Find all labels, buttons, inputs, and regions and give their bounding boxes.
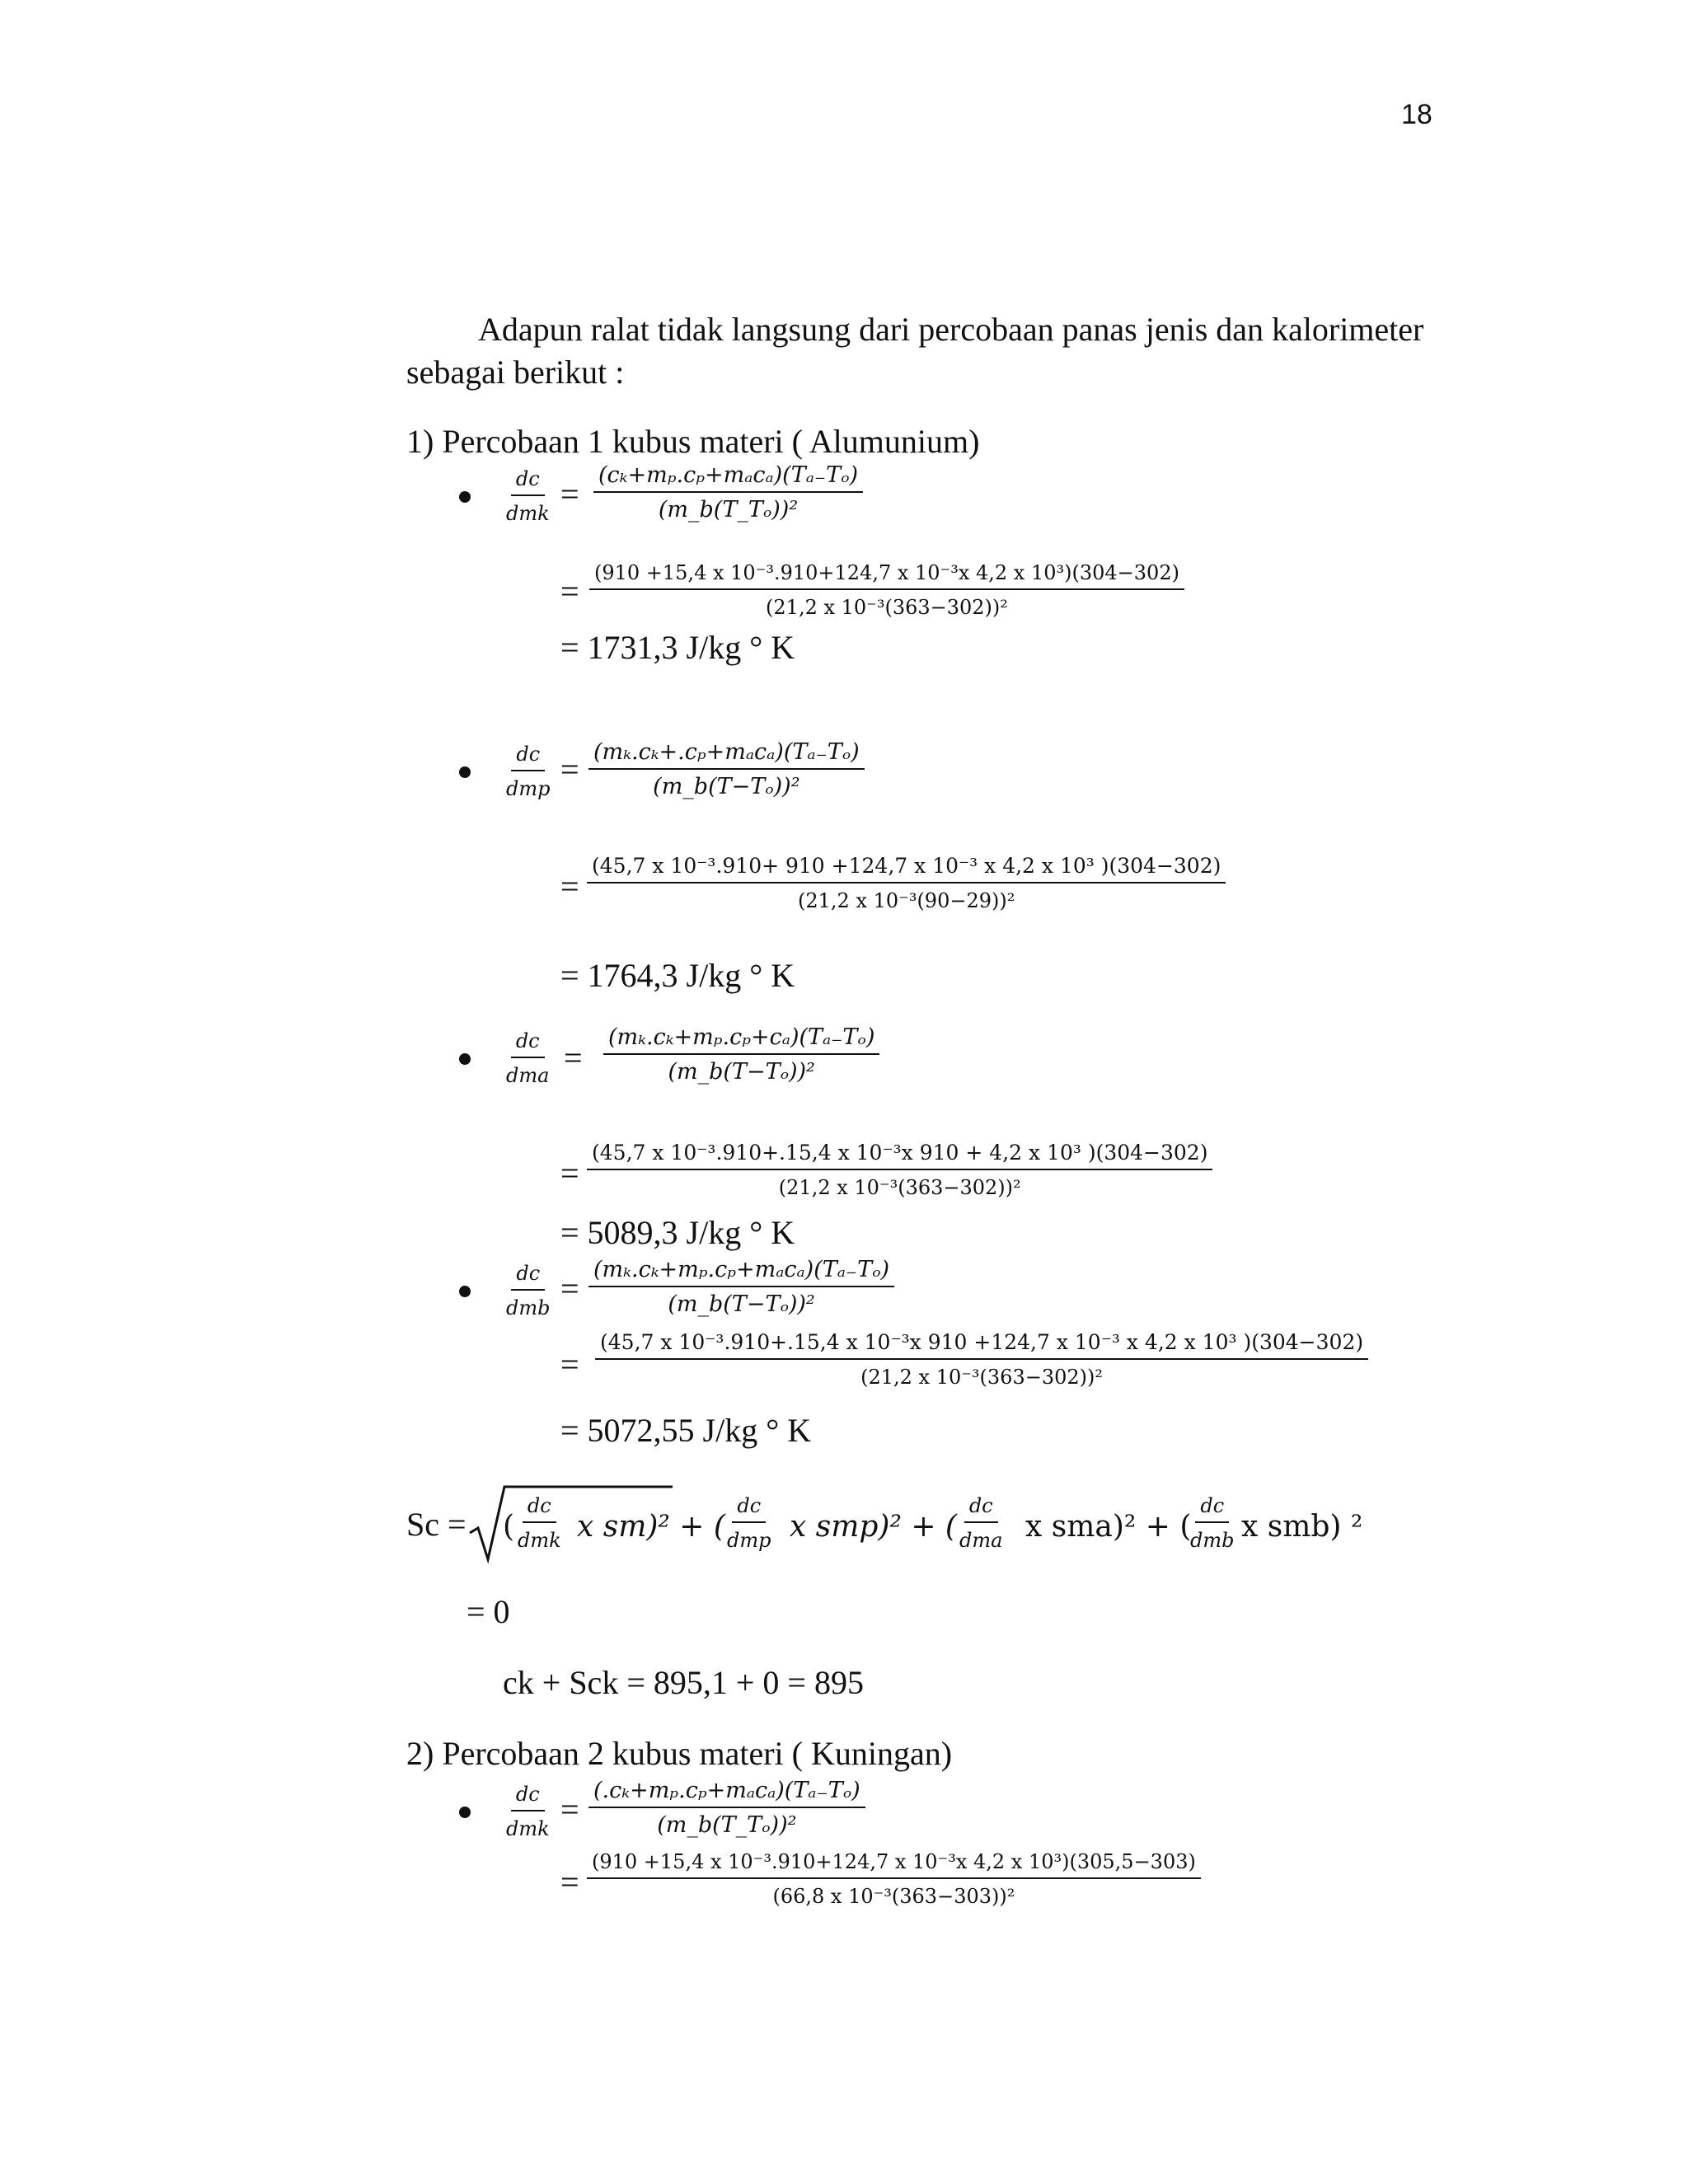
fraction-numerator: dc bbox=[1195, 1493, 1229, 1523]
fraction-numerator: dc bbox=[523, 1493, 556, 1523]
fraction-denominator: dmk bbox=[518, 1529, 561, 1552]
equals-sign: = bbox=[560, 1270, 579, 1307]
equals-sign: = bbox=[560, 1791, 579, 1828]
substitution-denominator: (21,2 x 10⁻³(363−302))² bbox=[860, 1366, 1103, 1389]
sc-term-smp: x smp)² + ( bbox=[790, 1510, 957, 1544]
bullet bbox=[459, 1053, 471, 1065]
fraction-denominator: dmp bbox=[506, 777, 551, 800]
bullet bbox=[459, 1807, 471, 1818]
equals-sign: = bbox=[564, 1039, 583, 1076]
formula-denominator: (m_b(T_Tₒ))² bbox=[657, 1812, 797, 1838]
formula-numerator: (mₖ.cₖ+.cₚ+mₐcₐ)(Tₐ₋Tₒ) bbox=[588, 740, 865, 770]
substitution-numerator: (45,7 x 10⁻³.910+ 910 +124,7 x 10⁻³ x 4,2 x 10³ )(304−302) bbox=[587, 854, 1226, 883]
substitution-denominator: (66,8 x 10⁻³(363−303))² bbox=[772, 1885, 1015, 1908]
formula-numerator: (.cₖ+mₚ.cₚ+mₐcₐ)(Tₐ₋Tₒ) bbox=[588, 1779, 865, 1808]
fraction-numerator: dc bbox=[511, 466, 545, 496]
formula-fraction-dmk bbox=[593, 463, 863, 523]
fraction-denominator: dma bbox=[506, 1064, 550, 1087]
sc-fraction-dmb bbox=[1185, 1493, 1239, 1553]
substitution-denominator: (21,2 x 10⁻³(363−302))² bbox=[778, 1176, 1021, 1199]
final-result: ck + Sck = 895,1 + 0 = 895 bbox=[503, 1664, 864, 1701]
fraction-denominator: dmp bbox=[727, 1529, 771, 1552]
sc-term-sma: x sma)² + ( bbox=[1025, 1510, 1192, 1544]
formula-numerator: (cₖ+mₚ.cₚ+mₐcₐ)(Tₐ₋Tₒ) bbox=[593, 463, 863, 493]
fraction-numerator: dc bbox=[964, 1493, 998, 1523]
sc-open-paren: ( bbox=[503, 1510, 515, 1544]
section-2-heading: 2) Percobaan 2 kubus materi ( Kuningan) bbox=[406, 1735, 953, 1772]
substitution-numerator: (910 +15,4 x 10⁻³.910+124,7 x 10⁻³x 4,2 x 10³)(304−302) bbox=[589, 560, 1184, 590]
result-dma: = 5089,3 J/kg ° K bbox=[560, 1214, 795, 1251]
lhs-fraction-dmb bbox=[501, 1261, 555, 1320]
formula-fraction-dmp bbox=[588, 740, 865, 799]
substitution-denominator: (21,2 x 10⁻³(90−29))² bbox=[798, 889, 1015, 912]
sc-result: = 0 bbox=[467, 1593, 510, 1630]
formula-numerator: (mₖ.cₖ+mₚ.cₚ+cₐ)(Tₐ₋Tₒ) bbox=[603, 1025, 879, 1055]
equals-sign: = bbox=[560, 868, 579, 905]
formula-denominator: (m_b(T_Tₒ))² bbox=[658, 497, 799, 523]
fraction-numerator: dc bbox=[511, 1261, 545, 1291]
lhs-fraction-dma bbox=[501, 1029, 554, 1088]
sc-label: Sc = bbox=[406, 1506, 467, 1543]
result-dmb: = 5072,55 J/kg ° K bbox=[560, 1412, 812, 1449]
section-1-heading: 1) Percobaan 1 kubus materi ( Alumunium) bbox=[406, 423, 980, 460]
fraction-numerator: dc bbox=[511, 1029, 545, 1058]
formula-fraction-dmb bbox=[588, 1258, 894, 1317]
lhs-fraction-dmk bbox=[501, 1782, 555, 1841]
result-dmp: = 1764,3 J/kg ° K bbox=[560, 957, 795, 994]
formula-fraction-dmk bbox=[588, 1779, 865, 1838]
sc-fraction-dmp bbox=[722, 1493, 776, 1553]
fraction-denominator: dmk bbox=[506, 1817, 550, 1840]
result-dmk: = 1731,3 J/kg ° K bbox=[560, 629, 795, 666]
formula-fraction-dma bbox=[603, 1025, 879, 1085]
formula-denominator: (m_b(T−Tₒ))² bbox=[668, 1059, 815, 1085]
substitution-fraction-dmp bbox=[587, 854, 1226, 913]
substitution-numerator: (45,7 x 10⁻³.910+.15,4 x 10⁻³x 910 + 4,2 x 10³ )(304−302) bbox=[587, 1141, 1212, 1170]
lhs-fraction-dmp bbox=[501, 742, 555, 801]
fraction-numerator: dc bbox=[511, 1782, 545, 1811]
substitution-fraction-dmk bbox=[587, 1849, 1201, 1909]
fraction-numerator: dc bbox=[511, 742, 545, 771]
equals-sign: = bbox=[560, 1155, 579, 1192]
fraction-denominator: dmk bbox=[506, 502, 550, 525]
sc-term-sm: x sm)² + ( bbox=[577, 1510, 725, 1544]
substitution-fraction-dma bbox=[587, 1141, 1212, 1200]
fraction-numerator: dc bbox=[732, 1493, 766, 1523]
sc-term-smb: x smb) ² bbox=[1241, 1510, 1363, 1544]
fraction-denominator: dma bbox=[959, 1529, 1003, 1552]
substitution-fraction-dmb bbox=[595, 1330, 1368, 1390]
lhs-fraction-dmk bbox=[501, 466, 555, 526]
equals-sign: = bbox=[560, 751, 579, 788]
fraction-denominator: dmb bbox=[506, 1296, 551, 1319]
formula-numerator: (mₖ.cₖ+mₚ.cₚ+mₐcₐ)(Tₐ₋Tₒ) bbox=[588, 1258, 894, 1287]
sc-fraction-dma bbox=[954, 1493, 1007, 1553]
formula-denominator: (m_b(T−Tₒ))² bbox=[653, 774, 800, 799]
bullet bbox=[459, 766, 471, 778]
equals-sign: = bbox=[560, 1346, 579, 1383]
bullet bbox=[459, 491, 471, 503]
formula-denominator: (m_b(T−Tₒ))² bbox=[668, 1291, 815, 1317]
substitution-numerator: (910 +15,4 x 10⁻³.910+124,7 x 10⁻³x 4,2 x 10³)(305,5−303) bbox=[587, 1849, 1201, 1879]
bullet bbox=[459, 1286, 471, 1297]
equals-sign: = bbox=[560, 1863, 579, 1900]
intro-line-1: Adapun ralat tidak langsung dari percobaan panas jenis dan kalorimeter bbox=[478, 311, 1424, 348]
sc-fraction-dmk bbox=[513, 1493, 566, 1553]
page-number: 18 bbox=[1401, 99, 1432, 130]
equals-sign: = bbox=[560, 573, 579, 610]
intro-line-2: sebagai berikut : bbox=[406, 354, 625, 391]
substitution-denominator: (21,2 x 10⁻³(363−302))² bbox=[766, 596, 1008, 619]
equals-sign: = bbox=[560, 476, 579, 513]
substitution-fraction-dmk bbox=[589, 560, 1184, 620]
fraction-denominator: dmb bbox=[1190, 1529, 1235, 1552]
substitution-numerator: (45,7 x 10⁻³.910+.15,4 x 10⁻³x 910 +124,7 x 10⁻³ x 4,2 x 10³ )(304−302) bbox=[595, 1330, 1368, 1360]
